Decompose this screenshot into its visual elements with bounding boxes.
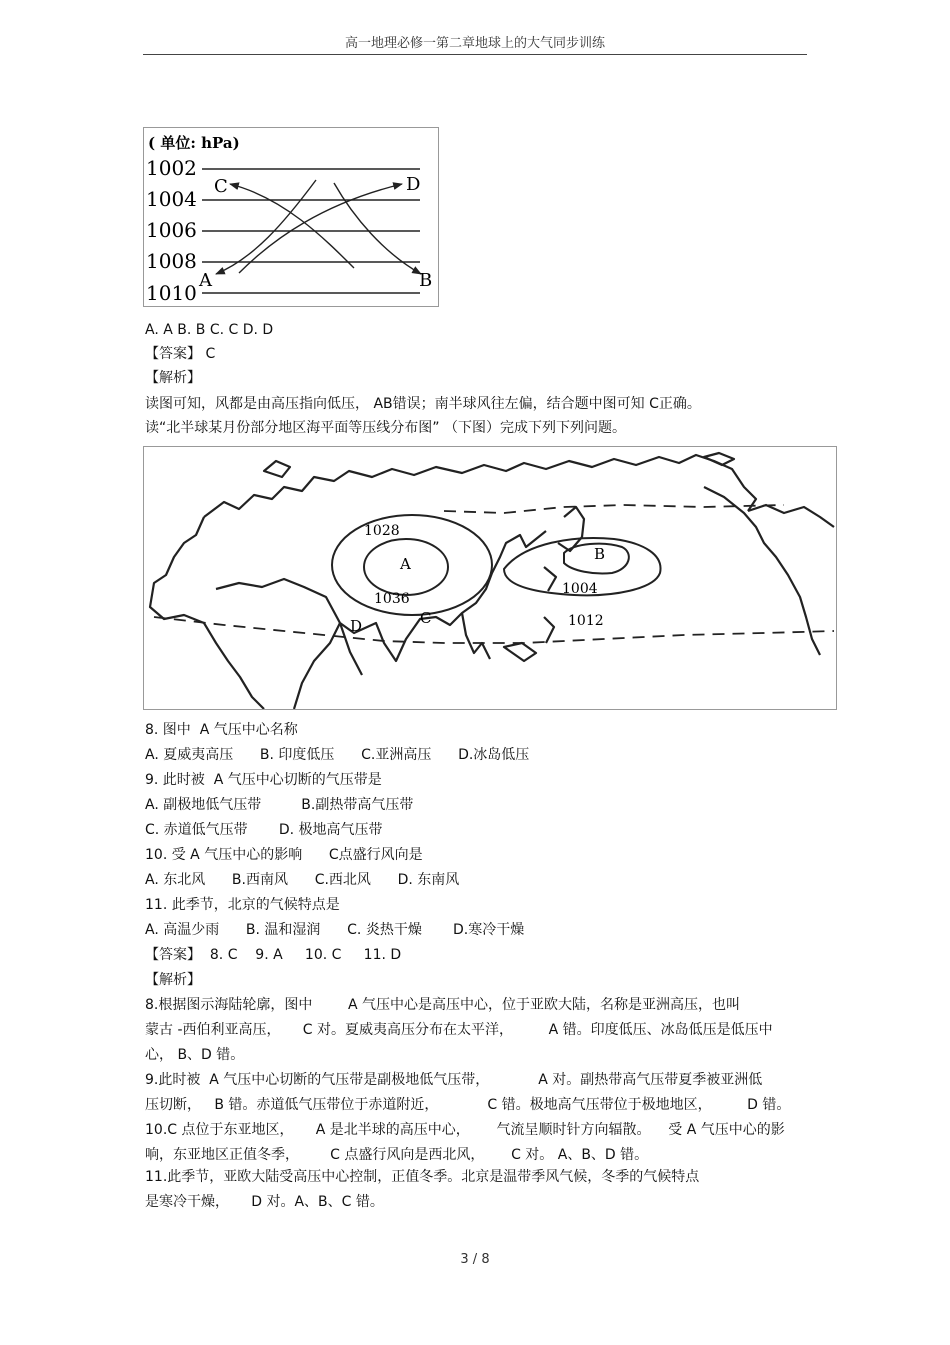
isobar-1028 bbox=[332, 515, 492, 615]
analysis-line: 9.此时被 A 气压中心切断的气压带是副极地低气压带， A 对。副热带高气压带夏季被亚洲低 bbox=[145, 1072, 763, 1088]
wind-arrow-d bbox=[239, 184, 402, 273]
question-stem: 10. 受 A 气压中心的影响 C点盛行风向是 bbox=[145, 847, 423, 863]
q7-analysis-title: 【解析】 bbox=[145, 370, 201, 386]
analysis-line: 蒙古 -西伯利亚高压， C 对。夏威夷高压分布在太平洋， A 错。印度低压、冰岛低压是低压中 bbox=[145, 1022, 773, 1038]
analysis-9 bbox=[145, 1068, 805, 1118]
question-options: A. 东北风 B.西南风 C.西北风 D. 东南风 bbox=[145, 872, 460, 888]
q7-answer: 【答案】 C bbox=[145, 346, 216, 362]
isobar-label: 1006 bbox=[146, 218, 197, 242]
isobar-map-svg bbox=[144, 447, 836, 709]
isobar-value: 1036 bbox=[374, 591, 410, 607]
arrow-label: D bbox=[406, 174, 421, 195]
q7-analysis: 读图可知，风都是由高压指向低压， AB错误；南半球风往左偏，结合题中图可知 C正确。 bbox=[145, 396, 701, 412]
isobar-value: 1012 bbox=[568, 613, 604, 629]
analysis-line: 8.根据图示海陆轮廓，图中 A 气压中心是高压中心，位于亚欧大陆，名称是亚洲高压，也叫 bbox=[145, 997, 740, 1013]
question-options: A. 夏威夷高压 B. 印度低压 C.亚洲高压 D.冰岛低压 bbox=[145, 747, 530, 763]
analysis-line: 响，东亚地区正值冬季， C 点盛行风向是西北风， C 对。 A、B、D 错。 bbox=[145, 1147, 649, 1163]
wind-arrow-a bbox=[216, 180, 316, 274]
analysis-line: 11.此季节，亚欧大陆受高压中心控制，正值冬季。北京是温带季风气候，冬季的气候特点 bbox=[145, 1169, 700, 1185]
isobar-label: 1004 bbox=[146, 187, 197, 211]
isobar-value: 1028 bbox=[364, 523, 400, 539]
isobar-value: 1004 bbox=[562, 581, 598, 597]
answers-line: 【答案】 8. C 9. A 10. C 11. D bbox=[145, 947, 402, 963]
isobar-diagram-svg bbox=[144, 128, 438, 306]
isobar-diagram bbox=[143, 127, 439, 307]
question-options: A. 高温少雨 B. 温和湿润 C. 炎热干燥 D.寒冷干燥 bbox=[145, 922, 525, 938]
question-options: A. 副极地低气压带 B.副热带高气压带 bbox=[145, 797, 414, 813]
header-divider bbox=[143, 54, 807, 55]
question-options: C. 赤道低气压带 D. 极地高气压带 bbox=[145, 822, 383, 838]
question-stem: 8. 图中 A 气压中心名称 bbox=[145, 722, 298, 738]
arrow-label: A bbox=[199, 270, 212, 291]
question-stem: 9. 此时被 A 气压中心切断的气压带是 bbox=[145, 772, 382, 788]
isobar-label: 1010 bbox=[146, 281, 197, 305]
analysis-10 bbox=[145, 1118, 805, 1168]
dashed-line-south bbox=[154, 617, 834, 643]
isobar-label: 1002 bbox=[146, 156, 197, 180]
intro-text: 读“北半球某月份部分地区海平面等压线分布图” （下图）完成下列下列问题。 bbox=[145, 420, 626, 436]
isobar-label: 1008 bbox=[146, 249, 197, 273]
analysis-title: 【解析】 bbox=[145, 972, 201, 988]
arrow-label: C bbox=[214, 176, 228, 197]
page-header: 高一地理必修一第二章地球上的大气同步训练 bbox=[344, 36, 605, 51]
wind-arrow-c bbox=[230, 184, 354, 268]
questions-block bbox=[145, 718, 805, 993]
arrow-label: B bbox=[419, 270, 433, 291]
analysis-line: 10.C 点位于东亚地区， A 是北半球的高压中心， 气流呈顺时针方向辐散。 受 A 气压中心的影 bbox=[145, 1122, 785, 1138]
analysis-8 bbox=[145, 993, 805, 1068]
unit-label: ( 单位: hPa) bbox=[148, 134, 240, 152]
point-label: D bbox=[350, 617, 363, 635]
q7-options: A. A B. B C. C D. D bbox=[145, 322, 274, 338]
analysis-line: 是寒冷干燥， D 对。A、B、C 错。 bbox=[145, 1194, 384, 1210]
analysis-line: 压切断， B 错。赤道低气压带位于赤道附近， C 错。极地高气压带位于极地地区， D 错。 bbox=[145, 1097, 791, 1113]
page-number: 3 / 8 bbox=[460, 1252, 490, 1267]
point-label: A bbox=[400, 555, 411, 573]
analysis-line: 心， B、D 错。 bbox=[145, 1047, 245, 1063]
isobar-map bbox=[143, 446, 837, 710]
analysis-11 bbox=[145, 1165, 805, 1215]
point-label: C bbox=[420, 609, 432, 627]
point-label: B bbox=[594, 545, 606, 563]
coastline bbox=[150, 453, 834, 709]
question-stem: 11. 此季节，北京的气候特点是 bbox=[145, 897, 340, 913]
dashed-line-north bbox=[444, 505, 784, 513]
